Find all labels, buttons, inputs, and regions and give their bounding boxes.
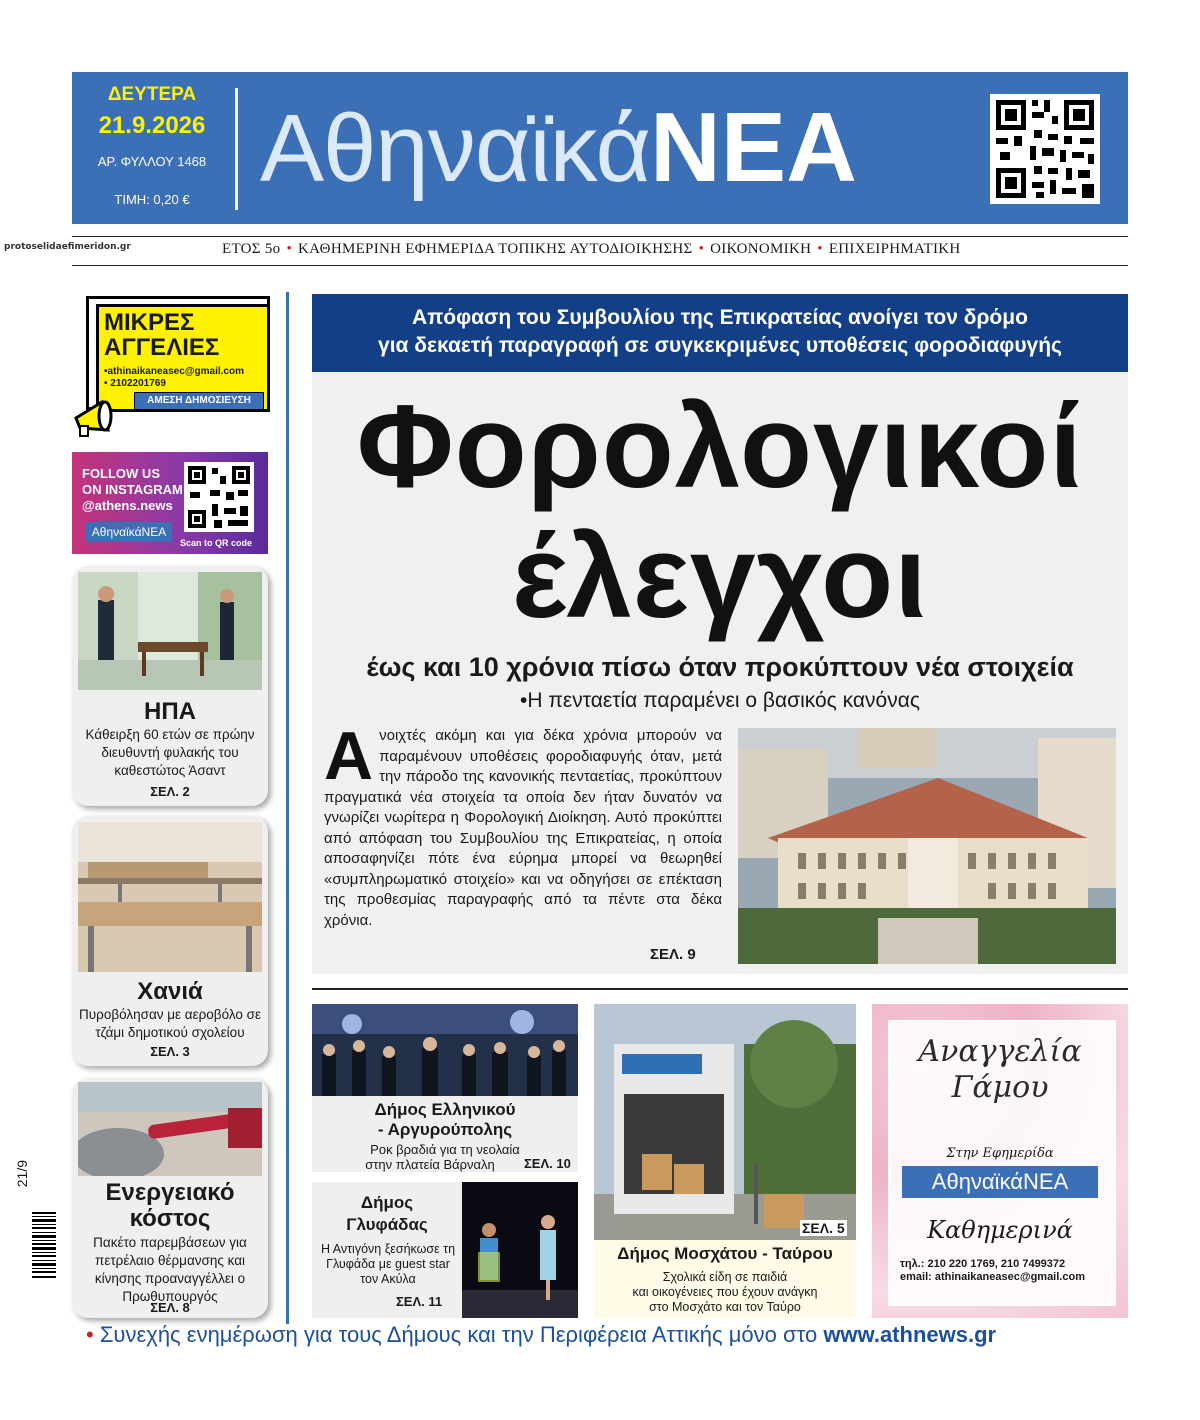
ad-phone: • 2102201769 <box>104 378 166 389</box>
story-body-line: Ροκ βραδιά για τη νεολαία <box>370 1142 520 1157</box>
story-title <box>312 1192 462 1236</box>
news-card-energy[interactable] <box>72 1078 268 1318</box>
issue-day: ΔΕΥΤΕΡΑ <box>107 84 197 105</box>
footer-text: Συνεχής ενημέρωση για τους Δήμους και την Περιφέρεια Αττικής μόνο στο <box>99 1322 824 1347</box>
instagram-promo[interactable] <box>72 452 268 554</box>
ad-heading-line: Αναγγελία <box>918 1034 1082 1069</box>
megaphone-icon <box>72 396 116 443</box>
tagline-year: ΕΤΟΣ 5ο <box>222 241 281 257</box>
card-photo <box>78 572 262 690</box>
logo-bold: ΝΕΑ <box>649 92 857 202</box>
masthead <box>72 72 1128 224</box>
ad-title-line: ΑΓΓΕΛΙΕΣ <box>104 334 220 361</box>
instagram-text <box>82 466 183 514</box>
newspaper-logo <box>260 82 857 212</box>
card-body: Πυροβόλησαν με αεροβόλο σε τζάμι δημοτικού σχολείου <box>79 1007 261 1040</box>
barcode-date: 21/9 <box>14 1160 30 1188</box>
lead-subheadline: έως και 10 χρόνια πίσω όταν προκύπτουν νέα στοιχεία <box>366 652 1074 682</box>
story-photo <box>594 1004 856 1240</box>
story-page-ref: ΣΕΛ. 11 <box>396 1294 443 1309</box>
instagram-scan-text: Scan to QR code <box>180 538 253 548</box>
news-card-usa[interactable] <box>72 566 268 806</box>
card-photo <box>78 1082 262 1176</box>
card-title: Χανιά <box>137 978 203 1005</box>
story-body <box>594 1270 856 1315</box>
ad-heading <box>888 1034 1112 1106</box>
instagram-logo: ΑθηναϊκάΝΕΑ <box>86 522 172 542</box>
issue-number: ΑΡ. ΦΥΛΛΟΥ 1468 <box>97 154 207 169</box>
story-body-line: στο Μοσχάτο και τον Ταύρο <box>649 1300 801 1314</box>
masthead-info <box>72 72 232 224</box>
lead-kicker <box>312 294 1128 372</box>
site-watermark: protoselidaefimeridon.gr <box>4 242 131 252</box>
story-page-ref: ΣΕΛ. 5 <box>802 1220 845 1236</box>
ad-title-line: ΜΙΚΡΕΣ <box>104 309 195 336</box>
wedding-announcement-ad[interactable] <box>872 1004 1128 1318</box>
lead-body <box>324 718 722 931</box>
story-photo <box>462 1182 578 1318</box>
bullet: • <box>817 241 823 257</box>
lead-page-ref: ΣΕΛ. 9 <box>650 946 696 963</box>
ad-email: email: athinaikaneasec@gmail.com <box>900 1271 1085 1283</box>
ad-contact <box>900 1258 1120 1284</box>
bullet: • <box>286 241 293 257</box>
story-page-ref: ΣΕΛ. 10 <box>524 1156 571 1171</box>
instagram-qr-icon[interactable] <box>184 462 254 532</box>
ad-badge: ΑΜΕΣΗ ΔΗΜΟΣΙΕΥΣΗ <box>134 392 264 410</box>
ad-title <box>104 310 219 360</box>
masthead-divider <box>235 88 238 210</box>
issue-price: ΤΙΜΗ: 0,20 € <box>114 192 190 207</box>
ad-in-paper: Στην Εφημερίδα <box>946 1146 1054 1161</box>
headline-line: έλεγχοι <box>511 511 929 643</box>
instagram-handle: @athens.news <box>82 498 173 513</box>
story-title-line: Γλυφάδας <box>346 1215 428 1234</box>
kicker-line: για δεκαετή παραγραφή σε συγκεκριμένες υποθέσεις φοροδιαφυγής <box>378 334 1062 357</box>
tagline-item: ΕΠΙΧΕΙΡΗΜΑΤΙΚΗ <box>828 241 961 257</box>
column-divider <box>286 292 289 1324</box>
tagline-item: ΟΙΚΟΝΟΜΙΚΗ <box>710 241 812 257</box>
story-title-line: Δήμος Ελληνικού <box>374 1100 516 1119</box>
drop-cap: Α <box>324 718 374 794</box>
card-page-ref: ΣΕΛ. 3 <box>150 1044 190 1059</box>
instagram-line: ON INSTAGRAM <box>82 482 183 497</box>
lead-body-text: νοιχτές ακόμη και για δέκα χρόνια μπορούν να παραμένουν υποθέσεις φοροδιαφυγής όταν, μετά την πάροδο της κανονικής πενταετίας, προκύπτουν πραγματικά νέα στοιχεία τα οποία δεν ήταν δυνατόν να γνωρίζει νωρίτερα η Φορολογική Διοίκηση. Αυτό προκύπτει από απόφαση του Συμβουλίου της Επικρατείας, η οποία αποσαφηνίζει πότε ένα εύρημα μπορεί να θεωρηθεί «συμπληρωματικό στοιχείο» και να οδηγήσει σε επέκταση της προθεσμίας παραγραφής από τα πέντε στα δέκα χρόνια. <box>324 727 722 929</box>
issue-date: 21.9.2026 <box>98 112 206 139</box>
barcode-icon <box>30 1210 60 1280</box>
footer-link[interactable]: www.athnews.gr <box>823 1322 997 1347</box>
lead-bullet: •Η πενταετία παραμένει ο βασικός κανόνας <box>520 689 920 712</box>
ad-daily: Καθημερινά <box>927 1216 1073 1244</box>
story-body: Η Αντιγόνη ξεσήκωσε τη Γλυφάδα με guest star τον Ακύλα <box>320 1242 456 1286</box>
ad-heading-line: Γάμου <box>951 1070 1049 1105</box>
qr-code-graphic <box>990 94 1100 204</box>
story-body-line: και οικογένειες που έχουν ανάγκη <box>632 1285 818 1299</box>
headline-line: Φορολογικοί <box>356 381 1084 513</box>
news-card-chania[interactable] <box>72 816 268 1066</box>
story-title-line: Δήμος <box>360 1193 414 1212</box>
story-elliniko[interactable] <box>312 1004 578 1172</box>
story-body-line: στην πλατεία Βάρναλη <box>365 1157 495 1172</box>
card-title: ΗΠΑ <box>144 698 196 725</box>
instagram-line: FOLLOW US <box>82 466 160 481</box>
tagline-bar <box>72 236 1128 266</box>
card-body: Κάθειρξη 60 ετών σε πρώην διευθυντή φυλακής του καθεστώτος Άσαντ <box>85 727 255 778</box>
ad-email: •athinaikaneasec@gmail.com <box>104 366 244 377</box>
bullet: • <box>86 1322 94 1347</box>
story-moschato[interactable] <box>594 1004 856 1318</box>
card-photo <box>78 822 262 972</box>
card-page-ref: ΣΕΛ. 2 <box>150 784 190 799</box>
lead-photo <box>738 728 1116 964</box>
lead-headline[interactable] <box>312 382 1128 642</box>
card-page-ref: ΣΕΛ. 8 <box>150 1300 190 1315</box>
story-title <box>312 1100 578 1140</box>
story-glyfada[interactable] <box>312 1182 578 1318</box>
tagline-item: ΚΑΘΗΜΕΡΙΝΗ ΕΦΗΜΕΡΙΔΑ ΤΟΠΙΚΗΣ ΑΥΤΟΔΙΟΙΚΗΣΗΣ <box>298 241 693 257</box>
ad-contact <box>104 366 244 390</box>
card-title: Ενεργειακό κόστος <box>105 1179 235 1232</box>
story-title: Δήμος Μοσχάτου - Ταύρου <box>617 1244 833 1263</box>
classifieds-ad[interactable] <box>82 296 268 436</box>
tagline-text <box>222 241 1122 258</box>
bullet: • <box>698 241 705 257</box>
story-photo <box>312 1004 578 1096</box>
ad-logo: ΑθηναϊκάΝΕΑ <box>902 1166 1098 1198</box>
story-title-line: - Αργυρούπολης <box>377 1120 513 1139</box>
logo-thin: Αθηναϊκά <box>260 95 650 202</box>
qr-code-icon[interactable] <box>990 94 1100 204</box>
ad-phone: τηλ.: 210 220 1769, 210 7499372 <box>900 1258 1066 1270</box>
card-body: Πακέτο παρεμβάσεων για πετρέλαιο θέρμανσης και κίνησης προαναγγέλλει ο Πρωθυπουργός <box>93 1235 247 1304</box>
footer-promo <box>86 1322 1186 1348</box>
story-body-line: Σχολικά είδη σε παιδιά <box>662 1270 788 1284</box>
kicker-line: Απόφαση του Συμβουλίου της Επικρατείας ανοίγει τον δρόμο <box>412 306 1028 329</box>
section-divider <box>312 988 1128 990</box>
